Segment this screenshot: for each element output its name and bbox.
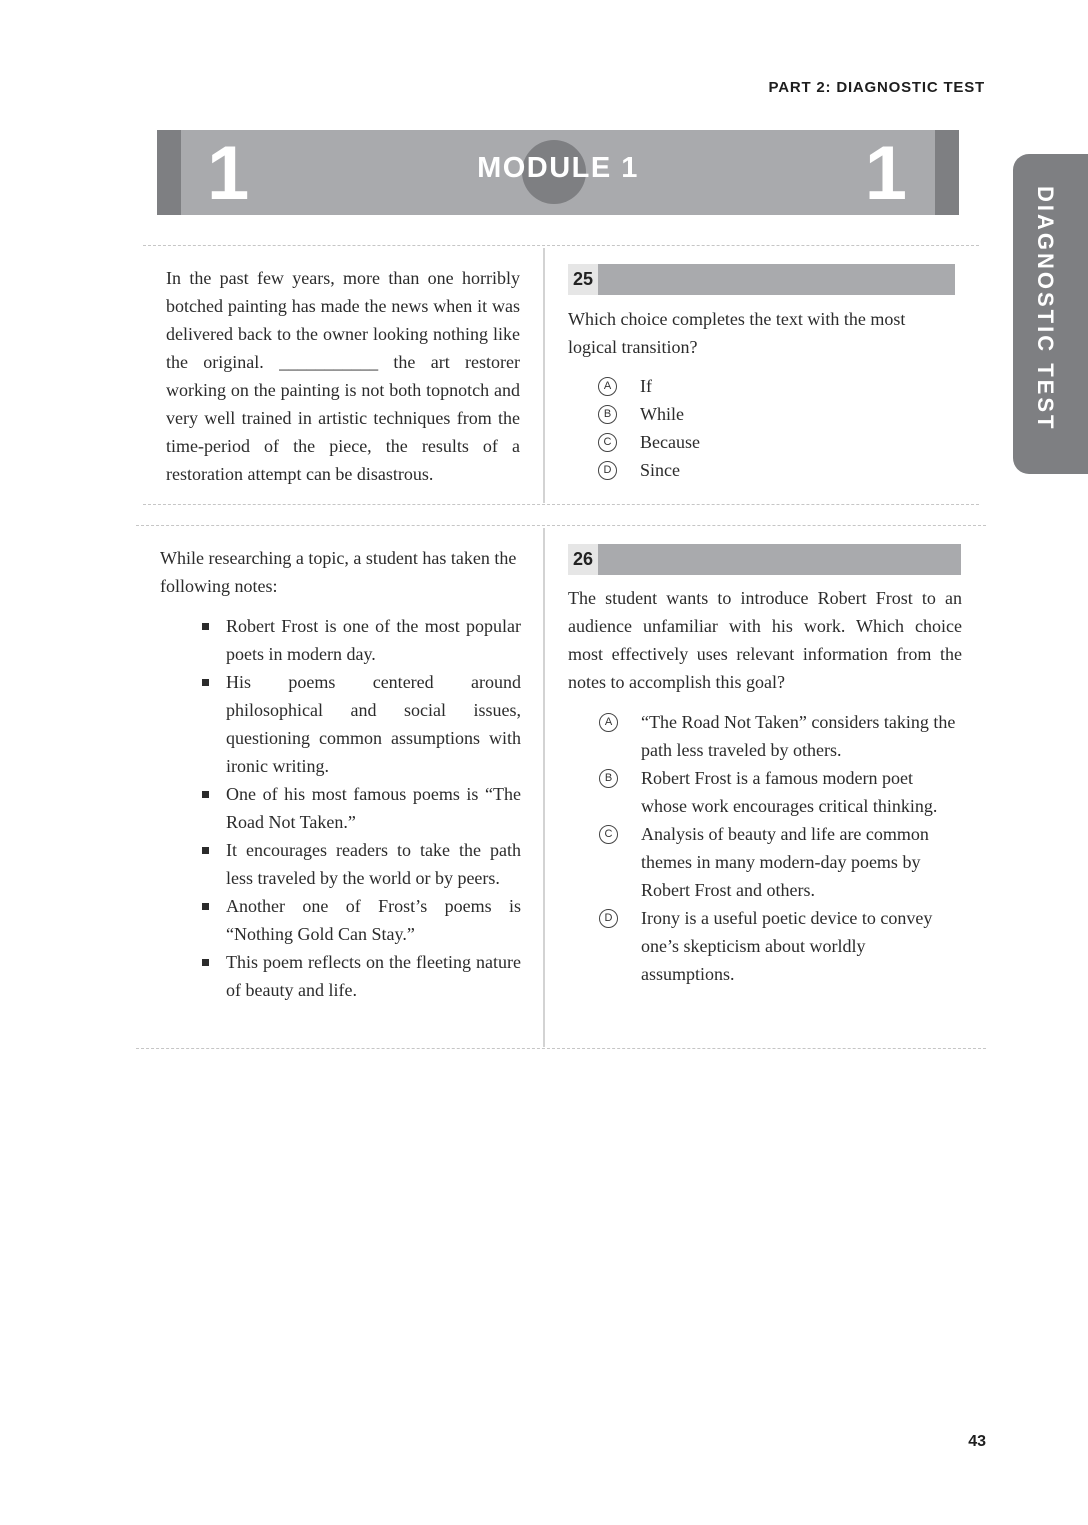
column-divider-q25 <box>543 248 545 503</box>
q25-choice-b[interactable] <box>568 400 958 428</box>
note-item <box>226 892 521 948</box>
note-item <box>226 948 521 1004</box>
q25-choices <box>568 372 958 484</box>
choice-bubble-c[interactable]: C <box>598 433 617 452</box>
bullet-icon <box>202 903 209 910</box>
q25-choice-c[interactable] <box>568 428 958 456</box>
q26-choice-d[interactable] <box>569 904 961 988</box>
choice-bubble-c[interactable]: C <box>599 825 618 844</box>
note-item <box>226 836 521 892</box>
q25-question: Which choice completes the text with the most logical transition? <box>568 309 906 357</box>
divider-top-q26 <box>136 525 986 526</box>
bullet-icon <box>202 791 209 798</box>
q26-choice-a[interactable] <box>569 708 961 764</box>
q26-notes <box>226 612 521 1004</box>
note-text: Another one of Frost’s poems is “Nothing Gold Can Stay.” <box>226 896 521 944</box>
module-number-left: 1 <box>207 131 250 216</box>
note-item <box>226 612 521 668</box>
q26-choice-b[interactable] <box>569 764 961 820</box>
note-item <box>226 668 521 780</box>
page-number: 43 <box>968 1433 986 1450</box>
choice-bubble-a[interactable]: A <box>598 377 617 396</box>
note-text: His poems centered around philosophical and social issues, questioning common assumptions with ironic writing. <box>226 672 521 776</box>
bullet-icon <box>202 679 209 686</box>
bullet-icon <box>202 847 209 854</box>
q26-choices <box>569 708 961 988</box>
q25-number-bar <box>568 264 955 295</box>
q26-question: The student wants to introduce Robert Frost to an audience unfamiliar with his work. Which choice most effectively uses relevant information from the notes to accomplish this goal? <box>568 588 962 692</box>
choice-bubble-b[interactable]: B <box>599 769 618 788</box>
choice-bubble-b[interactable]: B <box>598 405 617 424</box>
q26-choice-c[interactable] <box>569 820 961 904</box>
divider-bottom-q25 <box>143 504 979 505</box>
note-text: Robert Frost is one of the most popular poets in modern day. <box>226 616 521 664</box>
q26-intro: While researching a topic, a student has taken the following notes: <box>160 548 517 596</box>
note-text: This poem reflects on the fleeting nature of beauty and life. <box>226 952 521 1000</box>
bullet-icon <box>202 959 209 966</box>
q26-choice-b-text: Robert Frost is a famous modern poet whose work encourages critical thinking. <box>641 768 938 816</box>
module-title: MODULE 1 <box>477 152 639 184</box>
q25-number: 25 <box>568 264 598 295</box>
q25-choice-d-text: Since <box>640 460 680 480</box>
choice-bubble-d[interactable]: D <box>598 461 617 480</box>
bullet-icon <box>202 623 209 630</box>
choice-bubble-a[interactable]: A <box>599 713 618 732</box>
running-head: PART 2: DIAGNOSTIC TEST <box>768 79 985 96</box>
side-tab-label: DIAGNOSTIC TEST <box>1033 186 1058 432</box>
q26-choice-a-text: “The Road Not Taken” considers taking the path less traveled by others. <box>641 712 956 760</box>
q26-choice-d-text: Irony is a useful poetic device to convey one’s skepticism about worldly assumptions. <box>641 908 933 984</box>
divider-top-q25 <box>143 245 979 246</box>
column-divider-q26 <box>543 528 545 1047</box>
q25-passage: In the past few years, more than one horribly botched painting has made the news when it was delivered back to the owner looking nothing like the original. ___________ the art restorer working on the painting is not both topnotch and very well trained in artistic techniques from the time-period of the piece, the results of a restoration attempt can be disastrous. <box>166 268 520 484</box>
q25-choice-a[interactable] <box>568 372 958 400</box>
note-item <box>226 780 521 836</box>
q25-choice-d[interactable] <box>568 456 958 484</box>
note-text: One of his most famous poems is “The Road Not Taken.” <box>226 784 521 832</box>
q25-choice-b-text: While <box>640 404 684 424</box>
q25-choice-a-text: If <box>640 376 652 396</box>
q25-choice-c-text: Because <box>640 432 700 452</box>
divider-bottom-q26 <box>136 1048 986 1049</box>
module-banner <box>157 130 959 215</box>
q26-number-bar <box>568 544 961 575</box>
choice-bubble-d[interactable]: D <box>599 909 618 928</box>
q26-number: 26 <box>568 544 598 575</box>
module-number-right: 1 <box>864 131 907 216</box>
q26-choice-c-text: Analysis of beauty and life are common themes in many modern-day poems by Robert Frost and others. <box>641 824 929 900</box>
note-text: It encourages readers to take the path less traveled by the world or by peers. <box>226 840 521 888</box>
